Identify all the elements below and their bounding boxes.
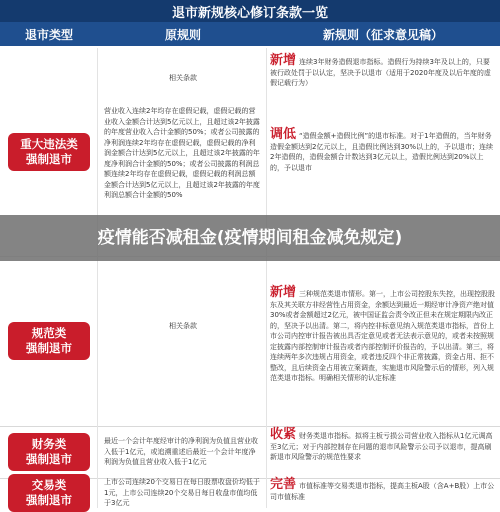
new-rule-keyword: 调低 [270, 127, 297, 142]
column-divider [266, 426, 267, 478]
table-header [0, 22, 500, 46]
table-row [0, 256, 500, 427]
new-rule-keyword: 新增 [270, 53, 297, 68]
old-rule-text: 营业收入连续2年均存在虚假记载，虚假记载的营业收入金额合计达到5亿元以上，且超过该2年披露的年度营业收入合计金额的50%；或者公司披露的净利润连续2年均存在虚假记载，虚假记载的净利润金额合计达到5亿元以上，且超过该2年披露的年度净利润合计金额的50%；或者公司披露的利润总额连续2年均存在虚假记载，虚假记载的利润总额金额合计达到5亿元以上，且超过该2年披露的年度利润总额合计金额的50% [104, 107, 260, 199]
old-rule-short: 相关条款 [169, 73, 197, 82]
table-row [0, 426, 500, 479]
header-old-rule: 原规则 [164, 27, 201, 42]
row-type-cell [6, 426, 92, 478]
new-rule-body: 财务类退市指标。拟将主板亏损公司营业收入指标从1亿元调高至3亿元；对于内部控制存在问题的退市风险警示公司予以退市，提高刷新退市风险警示的规范性要求 [270, 432, 493, 461]
column-divider [97, 426, 98, 478]
row-type-cell [6, 478, 92, 508]
row-type-badge: 重大违法类 强制退市 [8, 133, 90, 171]
new-rule-body: 连续3年财务造假退市指标。造假行为持续3年及以上的，只要被行政处罚于以认定，坚决予以退市（适用于2020年度及以后年度的虚假记载行为） [270, 58, 491, 87]
old-rule-text: 最近一个会计年度经审计的净利润为负值且营业收入低于1亿元，或追溯重述后最近一个会计年度净利润为负值且营业收入低于1亿元 [104, 437, 258, 467]
new-rule-text [270, 285, 496, 384]
new-rule-keyword: 完善 [270, 477, 297, 492]
column-divider [97, 478, 98, 508]
new-rule-text [270, 427, 496, 463]
new-rule-body: 三种规范类退市情形。第一，上市公司控股东失控，出现控股股东及其关联方非经营性占用资金，余额达到最近一期经审计净资产绝对值30%或者金额超过2亿元，被中国证监会责令改正但未在规定期限内改正的，坚决予以出清。第二，将内控非标意见纳入规范类退市指标，首份上市公司内控审计报告被出具否定意见或者无法表示意见的，或者未按照规定披露内部控制审计报告或者内部控制评价报告的，予以出清。第三，将连续两年多次违规占用资金，或者违反四个非正常披露，资金占用、拒不整改，且后续资金占用被立案调查，实施退市风险警示后的情形，列入规范类退市指标。明确相关情形的认定标准 [270, 290, 496, 382]
new-rule-body: 市值标准等交易类退市指标，提高主板A股（含A+B股）上市公司市值标准 [270, 482, 495, 501]
new-rule-text [270, 127, 496, 173]
title-overlay-banner [0, 215, 500, 261]
column-divider [266, 478, 267, 508]
header-type: 退市类型 [24, 27, 73, 42]
row-type-badge: 规范类 强制退市 [8, 322, 90, 360]
row-type-badge: 财务类 强制退市 [8, 433, 90, 471]
row-type-badge: 交易类 强制退市 [8, 474, 90, 512]
overlay-title: 疫情能否减租金(疫情期间租金减免规定) [97, 228, 403, 248]
old-rule-text: 相关条款 [169, 321, 197, 330]
new-rule-keyword: 新增 [270, 285, 297, 300]
page-title: 退市新规核心修订条款一览 [0, 0, 500, 22]
header-new-rule: 新规则（征求意见稿） [322, 27, 443, 42]
old-rule-text: 上市公司连续20个交易日在每日股票收盘价均低于1元，上市公司连续20个交易日每日收盘市值均低于3亿元 [104, 478, 260, 508]
new-rule-keyword: 收紧 [270, 427, 297, 442]
row-type-cell [6, 256, 92, 426]
new-rule-text [270, 53, 496, 89]
column-divider [266, 256, 267, 426]
column-divider [97, 256, 98, 426]
table-row [0, 478, 500, 508]
new-rule-text [270, 477, 496, 502]
new-rule-body: “造假金额+造假比例”的退市标准。对于1年造假的，当年财务造假金额达到2亿元以上，且造假比例达到30%以上的，予以退市；连续2年造假的，造假金额合计数达到3亿元以上，造假比例达到20%以上的，予以退市 [270, 132, 494, 172]
